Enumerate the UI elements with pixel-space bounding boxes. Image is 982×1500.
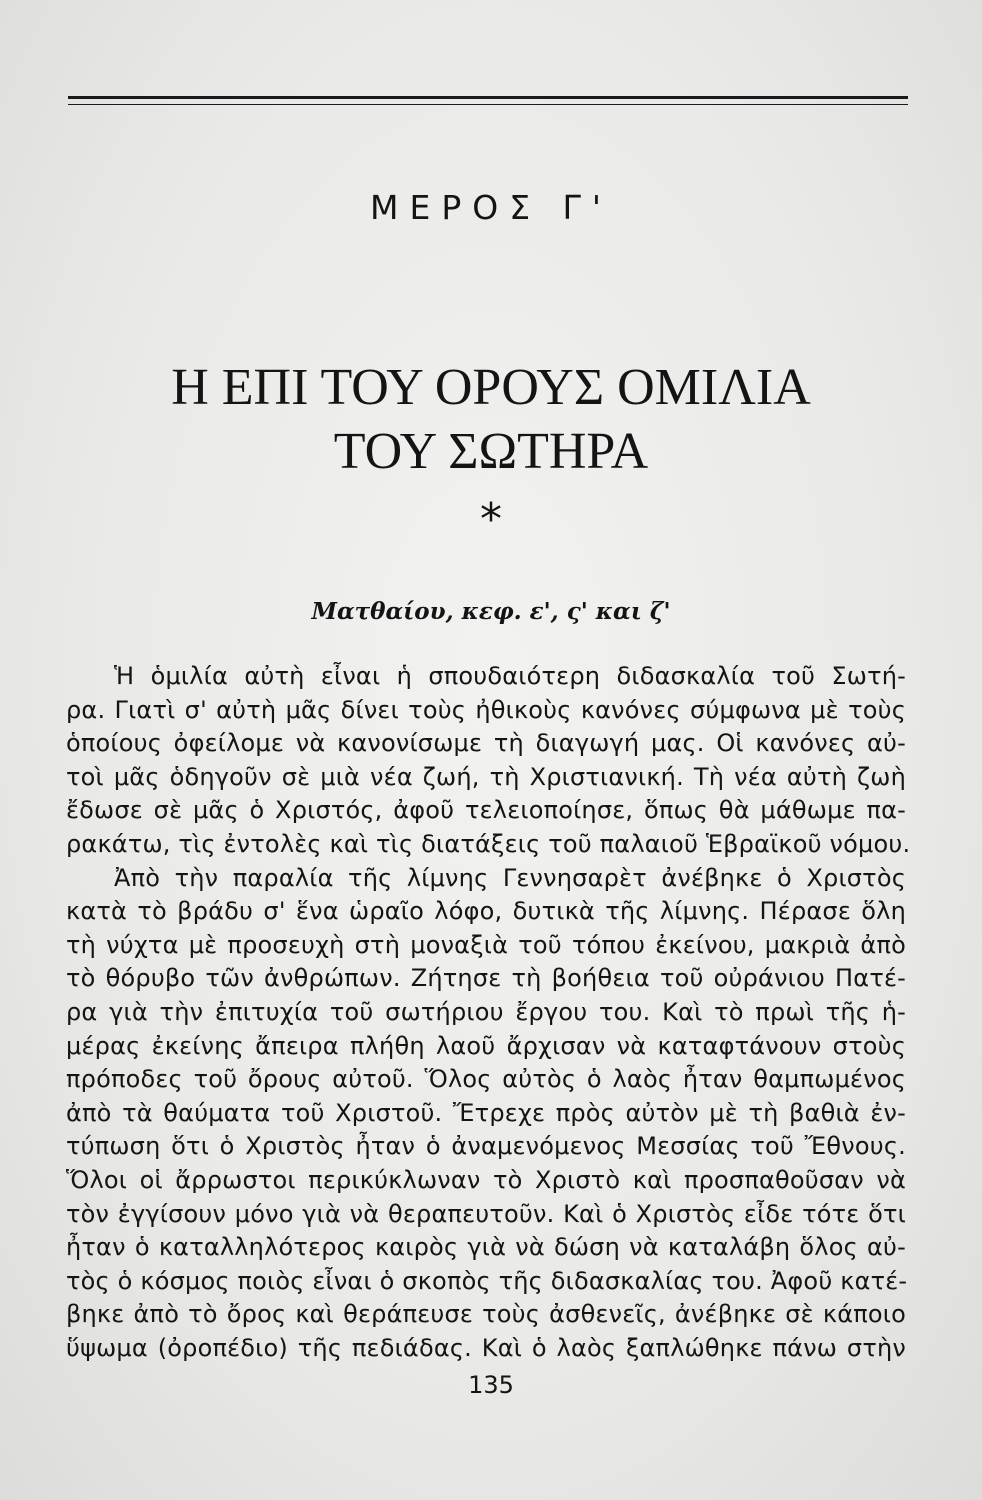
text-line: Ἀπὸ τὴν παραλία τῆς λίμνης Γεννησαρὲτ ἀνέβηκε ὁ Χριστὸς [114, 863, 906, 892]
asterisk-ornament: * [480, 494, 502, 545]
chapter-title [0, 356, 982, 484]
page-number: 135 [468, 1371, 514, 1399]
header-rule-thick [68, 96, 908, 99]
text-line: τύπωση ὅτι ὁ Χριστὸς ἦταν ὁ ἀναμενόμενος Μεσσίας τοῦ Ἔθνους. [66, 1132, 906, 1161]
text-line: κατὰ τὸ βράδυ σ' ἕνα ὡραῖο λόφο, δυτικὰ τῆς λίμνης. Πέρασε ὅλη [66, 897, 906, 926]
body-text [66, 660, 911, 1365]
text-line: Ὅλοι οἱ ἄρρωστοι περικύκλωναν τὸ Χριστὸ καὶ προσπαθοῦσαν νὰ [66, 1165, 906, 1194]
text-line: βηκε ἀπὸ τὸ ὄρος καὶ θεράπευσε τοὺς ἀσθενεῖς, ἀνέβηκε σὲ κάποιο [66, 1300, 906, 1329]
text-line: τοὶ μᾶς ὁδηγοῦν σὲ μιὰ νέα ζωή, τὴ Χριστιανική. Τὴ νέα αὐτὴ ζωὴ [66, 762, 906, 791]
text-line: ὁποίους ὀφείλομε νὰ κανονίσωμε τὴ διαγωγή μας. Οἱ κανόνες αὐ- [66, 729, 906, 758]
text-line: Ἡ ὁμιλία αὐτὴ εἶναι ἡ σπουδαιότερη διδασκαλία τοῦ Σωτή- [114, 662, 906, 690]
text-line: τὴ νύχτα μὲ προσευχὴ στὴ μοναξιὰ τοῦ τόπου ἐκείνου, μακριὰ ἀπὸ [66, 930, 906, 959]
part-title: ΜΕΡΟΣ Γ' [370, 188, 612, 227]
text-line: τὸν ἐγγίσουν μόνο γιὰ νὰ θεραπευτοῦν. Καὶ ὁ Χριστὸς εἶδε τότε ὅτι [66, 1199, 906, 1228]
scripture-reference: Ματθαίου, κεφ. ε', ς' και ζ' [311, 598, 671, 625]
chapter-title-line-2: ΤΟΥ ΣΩΤΗΡΑ [333, 423, 649, 480]
text-line: ἔδωσε σὲ μᾶς ὁ Χριστός, ἀφοῦ τελειοποίησε, ὅπως θὰ μάθωμε πα- [66, 796, 906, 825]
text-line: τὸ θόρυβο τῶν ἀνθρώπων. Ζήτησε τὴ βοήθεια τοῦ οὐράνιου Πατέ- [66, 964, 906, 993]
text-line: ρακάτω, τὶς ἐντολὲς καὶ τὶς διατάξεις τοῦ παλαιοῦ Ἑβραϊκοῦ νόμου. [66, 829, 911, 858]
header-rule-thin [68, 104, 908, 105]
text-line: ρα γιὰ τὴν ἐπιτυχία τοῦ σωτήριου ἔργου του. Καὶ τὸ πρωὶ τῆς ἡ- [66, 997, 906, 1026]
text-line: τὸς ὁ κόσμος ποιὸς εἶναι ὁ σκοπὸς τῆς διδασκαλίας του. Ἀφοῦ κατέ- [66, 1266, 908, 1295]
text-line: ρα. Γιατὶ σ' αὐτὴ μᾶς δίνει τοὺς ἠθικοὺς κανόνες σύμφωνα μὲ τοὺς [66, 695, 906, 724]
text-line: ἦταν ὁ καταλληλότερος καιρὸς γιὰ νὰ δώση νὰ καταλάβη ὅλος αὐ- [66, 1233, 906, 1262]
text-line: ἀπὸ τὰ θαύματα τοῦ Χριστοῦ. Ἔτρεχε πρὸς αὐτὸν μὲ τὴ βαθιὰ ἐν- [66, 1098, 906, 1127]
text-line: μέρας ἐκείνης ἄπειρα πλήθη λαοῦ ἄρχισαν νὰ καταφτάνουν στοὺς [66, 1031, 906, 1060]
chapter-title-line-1: Η ΕΠΙ ΤΟΥ ΟΡΟΥΣ ΟΜΙΛΙΑ [171, 359, 811, 416]
text-line: ὕψωμα (ὀροπέδιο) τῆς πεδιάδας. Καὶ ὁ λαὸς ξαπλώθηκε πάνω στὴν [66, 1333, 906, 1362]
text-line: πρόποδες τοῦ ὄρους αὐτοῦ. Ὅλος αὐτὸς ὁ λαὸς ἦταν θαμπωμένος [66, 1065, 906, 1094]
